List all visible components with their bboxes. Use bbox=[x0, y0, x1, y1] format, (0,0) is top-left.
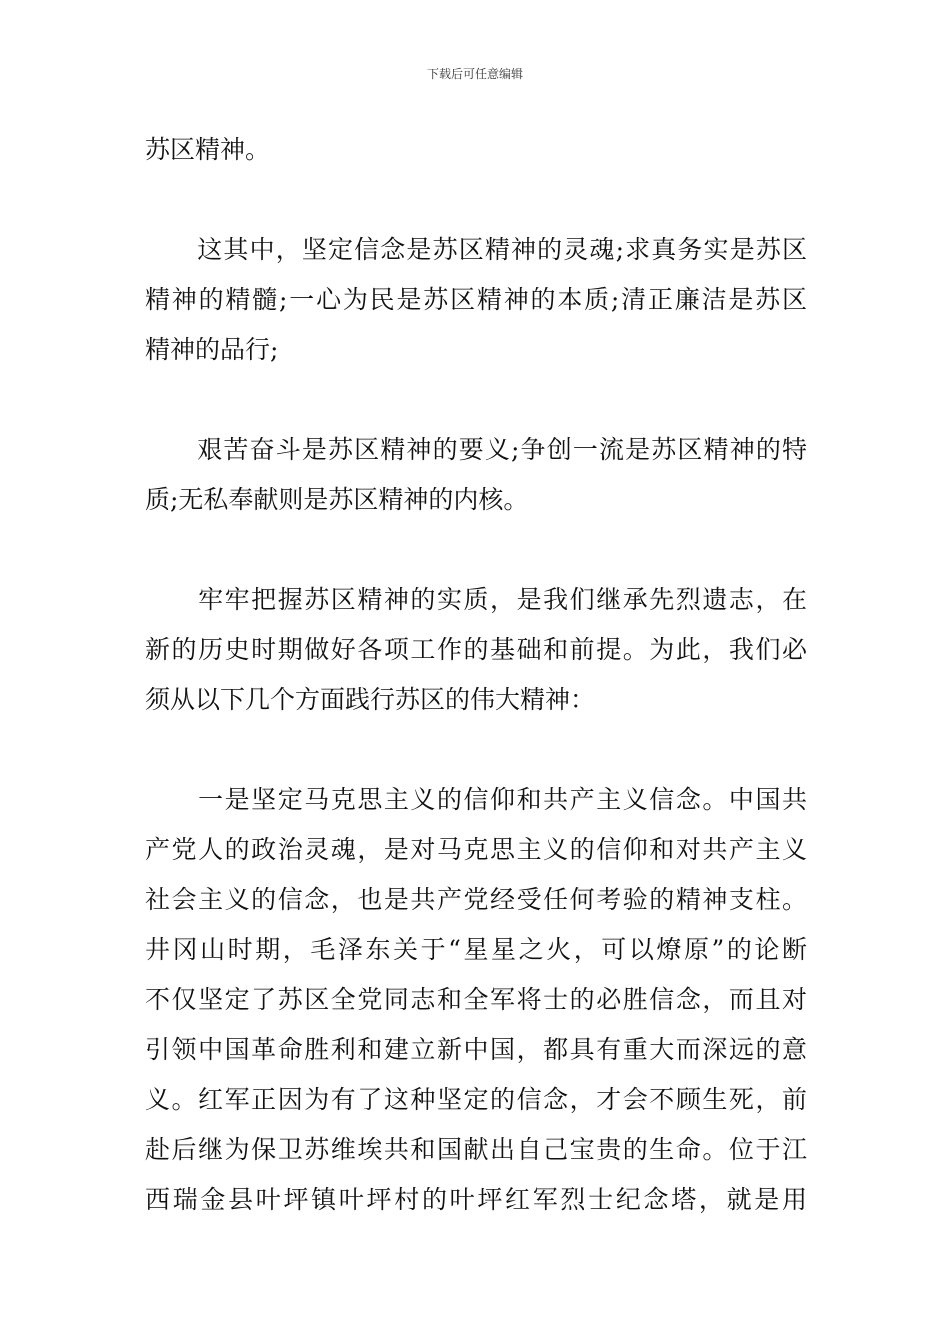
paragraph-line: 社会主义的信念，也是共产党经受任何考验的精神支柱。 bbox=[145, 885, 807, 914]
paragraph-line: 精神的品行; bbox=[145, 335, 279, 364]
paragraph-line: 不仅坚定了苏区全党同志和全军将士的必胜信念，而且对 bbox=[145, 985, 807, 1014]
paragraph-line: 苏区精神。 bbox=[145, 135, 271, 164]
paragraph-line: 这其中，坚定信念是苏区精神的灵魂;求真务实是苏区 bbox=[145, 235, 807, 264]
paragraph-line: 牢牢把握苏区精神的实质，是我们继承先烈遗志，在 bbox=[145, 585, 807, 614]
paragraph-line: 义。红军正因为有了这种坚定的信念，才会不顾生死，前 bbox=[145, 1085, 807, 1114]
paragraph-line: 产党人的政治灵魂，是对马克思主义的信仰和对共产主义 bbox=[145, 835, 807, 864]
paragraph-line: 井冈山时期，毛泽东关于“星星之火，可以燎原”的论断 bbox=[145, 935, 807, 964]
paragraph-line: 西瑞金县叶坪镇叶坪村的叶坪红军烈士纪念塔，就是用 bbox=[145, 1185, 807, 1214]
paragraph-line: 精神的精髓;一心为民是苏区精神的本质;清正廉洁是苏区 bbox=[145, 285, 807, 314]
paragraph-line: 引领中国革命胜利和建立新中国，都具有重大而深远的意 bbox=[145, 1035, 807, 1064]
paragraph-line: 一是坚定马克思主义的信仰和共产主义信念。中国共 bbox=[145, 785, 807, 814]
page-header: 下载后可任意编辑 bbox=[426, 67, 523, 81]
paragraph-line: 赴后继为保卫苏维埃共和国献出自己宝贵的生命。位于江 bbox=[145, 1135, 807, 1164]
paragraph-line: 质;无私奉献则是苏区精神的内核。 bbox=[145, 485, 529, 514]
paragraph-line: 须从以下几个方面践行苏区的伟大精神： bbox=[145, 685, 596, 714]
paragraph-line: 艰苦奋斗是苏区精神的要义;争创一流是苏区精神的特 bbox=[145, 435, 807, 464]
paragraph-line: 新的历史时期做好各项工作的基础和前提。为此，我们必 bbox=[145, 635, 807, 664]
